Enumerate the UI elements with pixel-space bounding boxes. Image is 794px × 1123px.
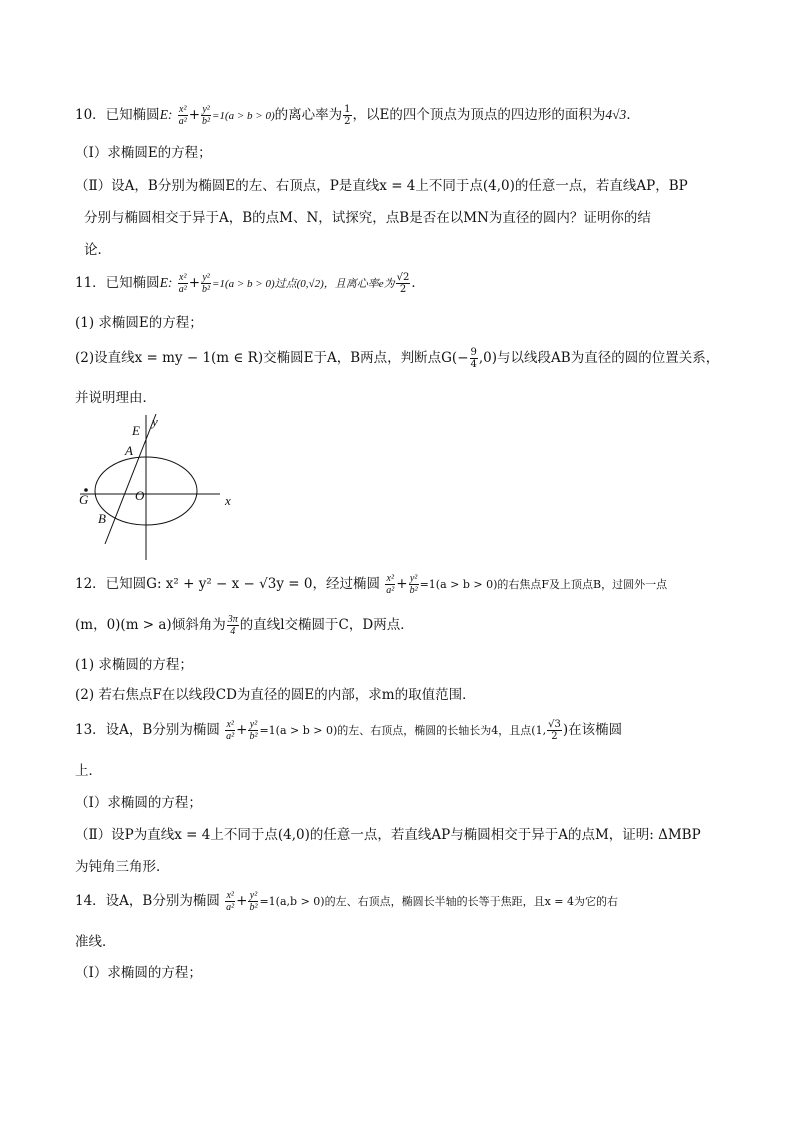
q10-part2-line1: （Ⅱ）设A，B分别为椭圆E的左、右顶点，P是直线x = 4上不同于点(4,0)的任意一点，若直线AP，BP [75, 178, 688, 194]
q11-part2-line1: (2)设直线x = my − 1(m ∈ R)交椭圆E于A，B两点，判断点G(− $\frac{9}{4}$ ,0)与以线段AB为直径的圆的位置关系， [75, 347, 720, 370]
q11-part2-line2: 并说明理由． [75, 390, 156, 406]
label-x: x [225, 493, 231, 508]
q13-stem-line2: 上． [75, 763, 102, 779]
eccentricity-fraction: $\frac{1}{2}$ [344, 104, 351, 127]
q14-stem-line1: 14．设A，B分别为椭圆 $\frac{\text{x²}}{\text{a²}}$ + $\frac{\text{y²}}{\text{b²}}$ =1(a,b > 0)的左、右顶点，椭圆长半轴的长等于焦距，且x = 4为它的右 [75, 890, 618, 913]
ellipse-y-fraction: $\frac{\text{y²}}{\text{b²}}$ [202, 104, 211, 127]
q13-part2-line2: 为钝角三角形． [75, 859, 170, 875]
ellipse-y-fraction: $\frac{\text{y²}}{\text{b²}}$ [409, 573, 418, 596]
label-y: y [152, 414, 158, 429]
q12-part1: (1) 求椭圆的方程； [75, 657, 193, 673]
ellipse-x-fraction: $\frac{\text{x²}}{\text{a²}}$ [386, 573, 395, 596]
ellipse-x-fraction: $\frac{\text{x²}}{\text{a²}}$ [178, 104, 187, 127]
q11-part1: (1) 求椭圆E的方程； [75, 315, 203, 331]
ellipse-figure [70, 410, 250, 565]
g-coordinate-fraction: $\frac{9}{4}$ [470, 347, 477, 370]
ellipse-y-fraction: $\frac{\text{y²}}{\text{b²}}$ [249, 719, 258, 742]
q10-part2-line3: 论． [84, 242, 111, 258]
label-a: A [125, 443, 133, 458]
q13-part1: （Ⅰ）求椭圆的方程； [75, 795, 202, 811]
label-o: O [135, 488, 145, 503]
q12-stem-line1: 12．已知圆G: x² + y² − x − √3y = 0，经过椭圆 $\frac{\text{x²}}{\text{a²}}$ + $\frac{\text{y²}}{\text{b²}}$ =1(a > b > 0)的右焦点F及上顶点B，过圆外一点 [75, 573, 668, 596]
ellipse-x-fraction: $\frac{\text{x²}}{\text{a²}}$ [226, 890, 235, 913]
ellipse-y-fraction: $\frac{\text{y²}}{\text{b²}}$ [249, 890, 258, 913]
point-fraction: $\frac{√3}{2}$ [548, 719, 561, 742]
q12-stem-line2: (m，0)(m > a)倾斜角为 $\frac{3\pi}{4}$ 的直线l交椭圆于C，D两点． [75, 614, 414, 637]
q11-stem: 11．已知椭圆E: $\frac{\text{x²}}{\text{a²}}$ + $\frac{\text{y²}}{\text{b²}}$ =1(a > b > 0)过点(0,√2)，且离心率e为 $\frac{√2}{2}$ ． [75, 272, 425, 295]
label-g: G [79, 492, 89, 507]
q10-part1: （Ⅰ）求椭圆E的方程； [75, 145, 212, 161]
q14-stem-line2: 准线． [75, 934, 116, 950]
angle-fraction: $\frac{3\pi}{4}$ [227, 614, 238, 637]
q13-part2-line1: （Ⅱ）设P为直线x = 4上不同于点(4,0)的任意一点，若直线AP与椭圆相交于异于A的点M，证明: ΔMBP [75, 827, 701, 843]
ellipse-x-fraction: $\frac{\text{x²}}{\text{a²}}$ [226, 719, 235, 742]
label-e: E [132, 423, 140, 438]
q12-part2: (2) 若右焦点F在以线段CD为直径的圆E的内部，求m的取值范围． [75, 687, 476, 703]
ellipse-y-fraction: $\frac{\text{y²}}{\text{b²}}$ [202, 272, 211, 295]
eccentricity-fraction: $\frac{√2}{2}$ [396, 272, 410, 295]
q13-stem-line1: 13．设A，B分别为椭圆 $\frac{\text{x²}}{\text{a²}}$ + $\frac{\text{y²}}{\text{b²}}$ =1(a > b > 0)的左、右顶点，椭圆的长轴长为4，且点(1, $\frac{√3}{2}$ )在该椭圆 [75, 719, 623, 742]
ellipse-x-fraction: $\frac{\text{x²}}{\text{a²}}$ [178, 272, 187, 295]
label-b: B [98, 511, 106, 526]
q10-stem: 10．已知椭圆E: $\frac{\text{x²}}{\text{a²}}$ + $\frac{\text{y²}}{\text{b²}}$ =1(a > b > 0)的离心率为 $\frac{1}{2}$ ，以E的四个顶点为顶点的四边形的面积为4√3． [75, 104, 640, 127]
q14-part1: （Ⅰ）求椭圆的方程； [75, 965, 202, 981]
q10-part2-line2: 分别与椭圆相交于异于A，B的点M、N，试探究，点B是否在以MN为直径的圆内？证明你的结 [84, 210, 651, 226]
